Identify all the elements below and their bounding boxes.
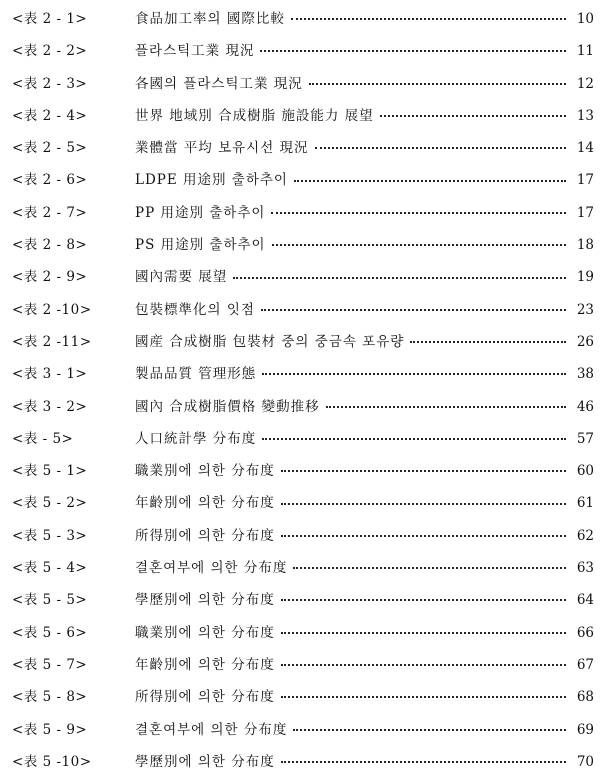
toc-entry	[0, 681, 608, 713]
page-number: 19	[576, 269, 594, 286]
page-number: 17	[576, 204, 594, 221]
toc-entry	[0, 326, 608, 358]
dot-leader	[410, 340, 566, 343]
page-number: 26	[576, 333, 594, 350]
dot-leader	[281, 760, 566, 763]
dot-leader	[281, 469, 566, 472]
toc-leader-line	[135, 681, 608, 713]
table-title: LDPE 用途別 출하추이	[135, 172, 288, 189]
page-number: 13	[576, 107, 594, 124]
page-number: 46	[576, 398, 594, 415]
toc-leader-line	[135, 261, 608, 293]
table-title: 世界 地域別 合成樹脂 施設能力 展望	[135, 107, 374, 124]
table-number-label: <表 2 - 9>	[12, 269, 88, 286]
table-number-label: <表 3 - 2>	[12, 398, 88, 415]
table-number-label: <表 3 - 1>	[12, 366, 88, 383]
table-number-label: <表 2 - 7>	[12, 204, 88, 221]
table-title: 國內需要 展望	[135, 269, 228, 286]
table-number-label: <表 2 - 1>	[12, 11, 88, 27]
table-number-label: <表 2 -10>	[12, 301, 92, 318]
table-title: 결혼여부에 의한 分布度	[135, 721, 288, 738]
dot-leader	[271, 211, 566, 214]
page-number: 11	[576, 43, 594, 60]
toc-leader-line	[135, 164, 608, 196]
toc-leader-line	[135, 358, 608, 390]
toc-entry	[0, 100, 608, 132]
table-title: 職業別에 의한 分布度	[135, 624, 275, 641]
table-number-label: <表 5 -10>	[12, 753, 92, 770]
table-title: 職業別에 의한 分布度	[135, 463, 275, 480]
toc-entry	[0, 617, 608, 649]
toc-entry	[0, 714, 608, 746]
page-number: 62	[576, 527, 594, 544]
table-title: 年齡別에 의한 分布度	[135, 656, 275, 673]
toc-entry	[0, 3, 608, 35]
table-title: 所得別에 의한 分布度	[135, 527, 275, 544]
toc-leader-line	[135, 294, 608, 326]
toc-leader-line	[135, 584, 608, 616]
dot-leader	[293, 566, 566, 569]
toc-entry	[0, 294, 608, 326]
toc-entry	[0, 552, 608, 584]
dot-leader	[272, 243, 566, 246]
table-number-label: <表 - 5>	[12, 430, 74, 447]
table-number-label: <表 5 - 6>	[12, 624, 88, 641]
dot-leader	[326, 405, 566, 408]
table-title: 製品品質 管理形態	[135, 366, 257, 383]
toc-leader-line	[135, 197, 608, 229]
table-title: 國內 合成樹脂價格 變動推移	[135, 398, 320, 415]
toc-entry	[0, 487, 608, 519]
table-number-label: <表 5 - 7>	[12, 656, 88, 673]
toc-entry	[0, 132, 608, 164]
table-number-label: <表 2 - 5>	[12, 140, 88, 157]
dot-leader	[291, 17, 566, 20]
table-number-label: <表 5 - 2>	[12, 495, 88, 512]
table-title: 人口統計學 分布度	[135, 430, 257, 447]
table-number-label: <表 5 - 4>	[12, 560, 88, 577]
toc-leader-line	[135, 455, 608, 487]
toc-leader-line	[135, 552, 608, 584]
table-title: 플라스틱工業 現況	[135, 43, 255, 60]
page-number: 63	[576, 560, 594, 577]
toc-leader-line	[135, 35, 608, 67]
page-number: 64	[576, 592, 594, 609]
table-title: 所得別에 의한 分布度	[135, 689, 275, 706]
dot-leader	[260, 49, 566, 52]
dot-leader	[281, 663, 566, 666]
page-number: 60	[576, 463, 594, 480]
table-number-label: <表 2 - 8>	[12, 237, 88, 254]
page-number: 61	[576, 495, 594, 512]
toc-entry	[0, 391, 608, 423]
table-of-contents	[0, 3, 608, 778]
toc-leader-line	[135, 746, 608, 778]
dot-leader	[233, 276, 566, 279]
dot-leader	[315, 146, 566, 149]
toc-leader-line	[135, 100, 608, 132]
toc-leader-line	[135, 714, 608, 746]
toc-entry	[0, 35, 608, 67]
page-number: 14	[576, 140, 594, 157]
toc-leader-line	[135, 520, 608, 552]
dot-leader	[293, 728, 566, 731]
table-number-label: <表 5 - 3>	[12, 527, 88, 544]
dot-leader	[262, 437, 566, 440]
toc-leader-line	[135, 423, 608, 455]
toc-leader-line	[135, 132, 608, 164]
toc-entry	[0, 423, 608, 455]
table-number-label: <表 2 - 3>	[12, 75, 88, 92]
toc-entry	[0, 649, 608, 681]
page-number: 10	[576, 11, 594, 27]
toc-leader-line	[135, 229, 608, 261]
toc-entry	[0, 584, 608, 616]
toc-leader-line	[135, 326, 608, 358]
page-number: 67	[576, 656, 594, 673]
table-number-label: <表 2 - 6>	[12, 172, 88, 189]
toc-entry	[0, 229, 608, 261]
table-number-label: <表 2 - 4>	[12, 107, 88, 124]
table-number-label: <表 5 - 8>	[12, 689, 88, 706]
toc-entry	[0, 68, 608, 100]
page-number: 18	[576, 237, 594, 254]
table-title: 學歷別에 의한 分布度	[135, 592, 275, 609]
toc-leader-line	[135, 487, 608, 519]
dot-leader	[281, 534, 566, 537]
table-number-label: <表 5 - 9>	[12, 721, 88, 738]
table-title: PS 用途別 출하추이	[135, 237, 266, 254]
dot-leader	[262, 372, 566, 375]
table-number-label: <表 2 - 2>	[12, 43, 88, 60]
table-title: 學歷別에 의한 分布度	[135, 753, 275, 770]
page-number: 69	[576, 721, 594, 738]
page-number: 68	[576, 689, 594, 706]
page-number: 17	[576, 172, 594, 189]
table-title: 年齡別에 의한 分布度	[135, 495, 275, 512]
dot-leader	[281, 598, 566, 601]
toc-entry	[0, 746, 608, 778]
toc-entry	[0, 520, 608, 552]
table-title: PP 用途別 출하추이	[135, 204, 266, 221]
dot-leader	[294, 179, 566, 182]
table-title: 業體當 平均 보유시선 現況	[135, 140, 309, 157]
toc-entry	[0, 164, 608, 196]
toc-entry	[0, 197, 608, 229]
page-number: 70	[576, 753, 594, 770]
table-title: 包裝標準化의 잇점	[135, 301, 255, 318]
dot-leader	[309, 82, 566, 85]
toc-entry	[0, 261, 608, 293]
dot-leader	[380, 114, 566, 117]
dot-leader	[281, 631, 566, 634]
toc-leader-line	[135, 617, 608, 649]
toc-leader-line	[135, 68, 608, 100]
page-number: 23	[576, 301, 594, 318]
toc-entry	[0, 455, 608, 487]
table-title: 결혼여부에 의한 分布度	[135, 560, 288, 577]
toc-entry	[0, 358, 608, 390]
table-number-label: <表 5 - 5>	[12, 592, 88, 609]
toc-leader-line	[135, 391, 608, 423]
page-number: 38	[576, 366, 594, 383]
page-number: 66	[576, 624, 594, 641]
page-number: 57	[576, 430, 594, 447]
dot-leader	[261, 308, 566, 311]
table-title: 國産 合成樹脂 包裝材 중의 중금속 포유량	[135, 333, 405, 350]
table-title: 各國의 플라스틱工業 現況	[135, 75, 303, 92]
table-number-label: <表 2 -11>	[12, 333, 92, 350]
table-title: 食品加工率의 國際比較	[135, 11, 285, 27]
toc-leader-line	[135, 3, 608, 35]
page-number: 12	[576, 75, 594, 92]
table-number-label: <表 5 - 1>	[12, 463, 88, 480]
toc-leader-line	[135, 649, 608, 681]
dot-leader	[281, 695, 566, 698]
dot-leader	[281, 502, 566, 505]
